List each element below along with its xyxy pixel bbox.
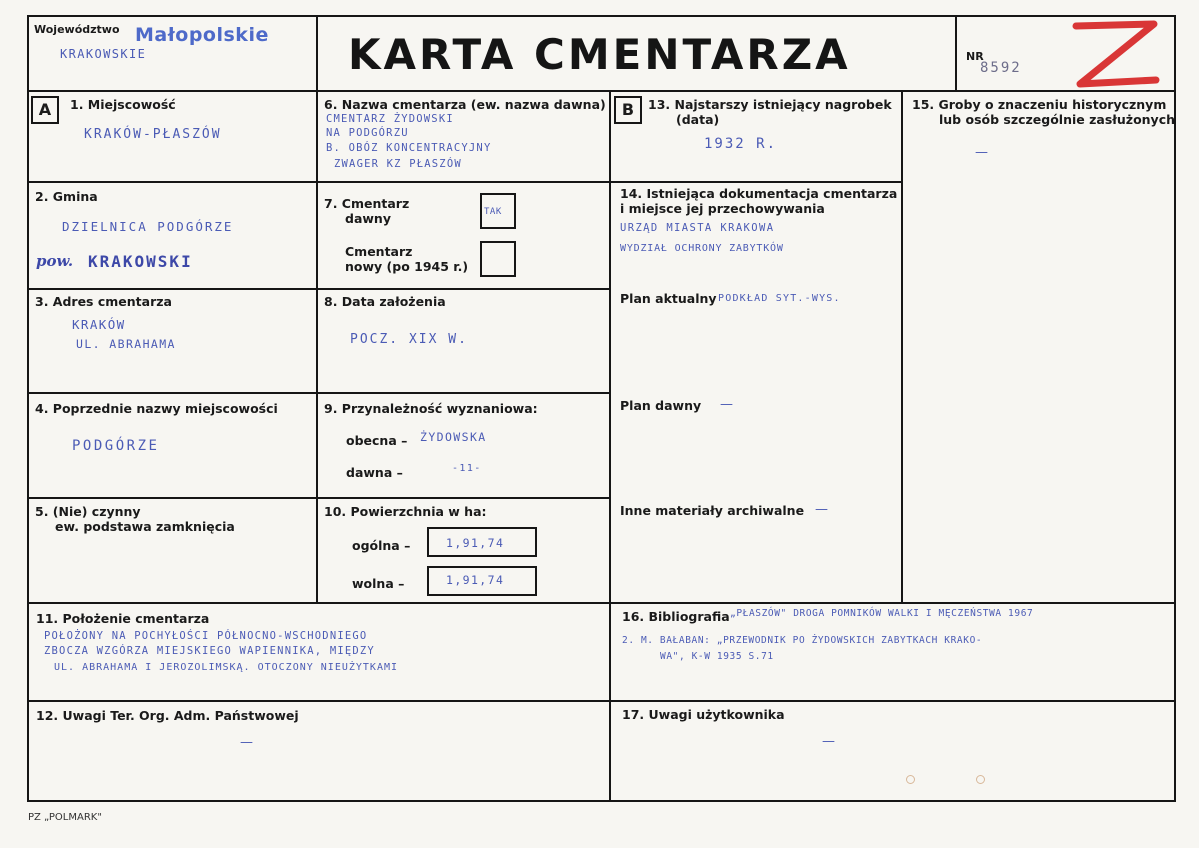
f13-value: 1932 R. bbox=[704, 136, 778, 152]
row-line-bottom-2 bbox=[27, 700, 1176, 702]
f16-line-3: WA", K-W 1935 S.71 bbox=[660, 651, 774, 662]
card-title: KARTA CMENTARZA bbox=[348, 30, 851, 79]
f2-value: DZIELNICA PODGÓRZE bbox=[62, 219, 234, 234]
col-line-2 bbox=[609, 90, 611, 802]
f9-obecna-label: obecna – bbox=[346, 433, 408, 448]
col-line-3 bbox=[901, 90, 903, 603]
header-vline-1 bbox=[316, 15, 318, 91]
section-a-tag: A bbox=[31, 96, 59, 124]
f10-ogolna-value: 1,91,74 bbox=[446, 536, 505, 550]
row-line-left-4 bbox=[27, 497, 611, 499]
f7-label-3: Cmentarz bbox=[345, 244, 413, 259]
frame-top bbox=[27, 15, 1176, 17]
f14-label-1: 14. Istniejąca dokumentacja cmentarza bbox=[620, 186, 898, 201]
f6-label: 6. Nazwa cmentarza (ew. nazwa dawna) bbox=[324, 97, 606, 112]
f4-label: 4. Poprzednie nazwy miejscowości bbox=[35, 401, 278, 416]
f14-inne-label: Inne materiały archiwalne bbox=[620, 503, 805, 518]
f14-plan-aktualny-value: PODKŁAD SYT.-WYS. bbox=[718, 293, 841, 304]
f15-value: — bbox=[975, 145, 988, 160]
f7-label-2: dawny bbox=[345, 211, 391, 226]
f7-nowy-checkbox[interactable] bbox=[480, 241, 516, 277]
f2-pow-label: pow. bbox=[36, 252, 74, 270]
f10-wolna-value: 1,91,74 bbox=[446, 573, 505, 587]
frame-bottom bbox=[27, 800, 1176, 802]
f14-inne-value: — bbox=[815, 502, 828, 517]
f6-line-2: NA PODGÓRZU bbox=[326, 127, 409, 139]
row-line-bottom-1 bbox=[27, 602, 1176, 604]
section-b-tag: B bbox=[614, 96, 642, 124]
f15-label-1: 15. Groby o znaczeniu historycznym bbox=[912, 97, 1167, 112]
frame-right bbox=[1174, 15, 1176, 801]
stain-dot-2 bbox=[976, 775, 985, 784]
f9-dawna-label: dawna – bbox=[346, 465, 403, 480]
f6-line-1: CMENTARZ ŻYDOWSKI bbox=[326, 113, 454, 125]
f8-label: 8. Data założenia bbox=[324, 294, 446, 309]
wojewodztwo-label: Województwo bbox=[34, 23, 120, 36]
f17-value: — bbox=[822, 734, 835, 749]
f16-label: 16. Bibliografia bbox=[622, 609, 730, 624]
f15-label-2: lub osób szczególnie zasłużonych bbox=[939, 112, 1176, 127]
f14-line-1: URZĄD MIASTA KRAKOWA bbox=[620, 222, 775, 234]
f14-plan-dawny-label: Plan dawny bbox=[620, 398, 702, 413]
red-z-mark bbox=[1068, 16, 1160, 92]
row-line-left-2 bbox=[27, 288, 611, 290]
f10-label: 10. Powierzchnia w ha: bbox=[324, 504, 487, 519]
f14-label-2: i miejsce jej przechowywania bbox=[620, 201, 825, 216]
f1-label: 1. Miejscowość bbox=[70, 97, 176, 112]
f16-line-1: „PŁASZÓW" DROGA POMNIKÓW WALKI I MĘCZEŃSTWA 1967 bbox=[730, 608, 1034, 619]
f7-label-4: nowy (po 1945 r.) bbox=[345, 259, 469, 274]
stain-dot-1 bbox=[906, 775, 915, 784]
f7-dawny-value: TAK bbox=[484, 207, 502, 217]
row-line-b-1 bbox=[609, 181, 903, 183]
f14-plan-dawny-value: — bbox=[720, 397, 733, 412]
f13-label-1: 13. Najstarszy istniejący nagrobek bbox=[648, 97, 892, 112]
f14-plan-aktualny-label: Plan aktualny bbox=[620, 291, 717, 306]
wojewodztwo-handwritten: KRAKOWSKIE bbox=[60, 47, 147, 61]
frame-left bbox=[27, 15, 29, 801]
f1-value: KRAKÓW-PŁASZÓW bbox=[84, 127, 222, 142]
row-line-left-3 bbox=[27, 392, 611, 394]
header-vline-2 bbox=[955, 15, 957, 91]
f5-label-2: ew. podstawa zamknięcia bbox=[55, 519, 235, 534]
row-line-left-1 bbox=[27, 181, 611, 183]
f16-line-2: 2. M. BAŁABAN: „PRZEWODNIK PO ŻYDOWSKICH ZABYTKACH KRAKO- bbox=[622, 635, 983, 646]
f2-label: 2. Gmina bbox=[35, 189, 98, 204]
col-line-1 bbox=[316, 90, 318, 603]
f11-line-3: UL. ABRAHAMA I JEROZOLIMSKĄ. OTOCZONY NIEUŻYTKAMI bbox=[54, 662, 399, 673]
f11-line-2: ZBOCZA WZGÓRZA MIEJSKIEGO WAPIENNIKA, MIĘDZY bbox=[44, 645, 375, 657]
f6-line-3: B. OBÓZ KONCENTRACYJNY bbox=[326, 142, 492, 154]
f4-value: PODGÓRZE bbox=[72, 438, 160, 454]
wojewodztwo-stamp: Małopolskie bbox=[135, 24, 269, 46]
f2-pow-value: KRAKOWSKI bbox=[88, 252, 193, 271]
f3-line1: KRAKÓW bbox=[72, 317, 126, 332]
f3-label: 3. Adres cmentarza bbox=[35, 294, 172, 309]
nr-value: 8592 bbox=[980, 60, 1022, 76]
f9-label: 9. Przynależność wyznaniowa: bbox=[324, 401, 538, 416]
f11-line-1: POŁOŻONY NA POCHYŁOŚCI PÓŁNOCNO-WSCHODNIEGO bbox=[44, 630, 368, 642]
f14-line-2: WYDZIAŁ OCHRONY ZABYTKÓW bbox=[620, 243, 784, 254]
f17-label: 17. Uwagi użytkownika bbox=[622, 707, 785, 722]
f5-label-1: 5. (Nie) czynny bbox=[35, 504, 141, 519]
nr-label: NR bbox=[966, 50, 984, 63]
f8-value: POCZ. XIX W. bbox=[350, 332, 468, 347]
f13-label-2: (data) bbox=[676, 112, 720, 127]
f12-value: — bbox=[240, 735, 253, 750]
f9-obecna-value: ŻYDOWSKA bbox=[420, 430, 487, 444]
f10-wolna-label: wolna – bbox=[352, 576, 405, 591]
f11-label: 11. Położenie cmentarza bbox=[36, 611, 210, 626]
header-divider bbox=[27, 90, 1176, 92]
f3-line2: UL. ABRAHAMA bbox=[76, 337, 176, 351]
printer-mark: PZ „POLMARK" bbox=[28, 812, 102, 823]
f7-label-1: 7. Cmentarz bbox=[324, 196, 410, 211]
f9-dawna-value: -11- bbox=[452, 463, 482, 474]
f6-line-4: ZWAGER KZ PŁASZÓW bbox=[334, 158, 462, 170]
f12-label: 12. Uwagi Ter. Org. Adm. Państwowej bbox=[36, 708, 299, 723]
f10-ogolna-label: ogólna – bbox=[352, 538, 411, 553]
